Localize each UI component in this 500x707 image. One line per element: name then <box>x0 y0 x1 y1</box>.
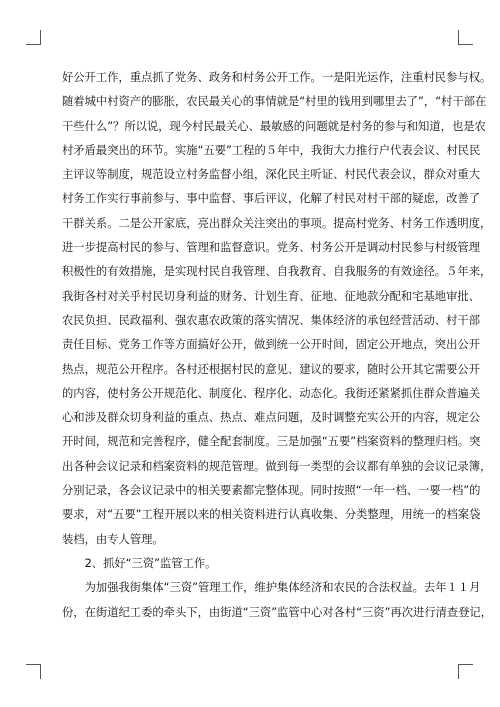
text-line: 的内容，使村务公开规范化、制度化、程序化、动态化。我街还紧紧抓住群众普遍关 <box>62 386 480 400</box>
crop-mark-bottom-right <box>458 664 473 679</box>
text-line: 份，在街道纪工委的牵头下，由街道“三资”监管中心对各村“三资”再次进行清查登记， <box>62 605 493 619</box>
text-line: 装档，由专人管理。 <box>62 532 164 546</box>
section-heading: 2、抓好“三资”监管工作。 <box>62 556 217 570</box>
text-line: 热点，规范公开程序。各村还根据村民的意见、建议的要求，随时公开其它需要公开 <box>62 362 480 376</box>
text-line: 积极性的有效措施，是实现村民自我管理、自我教育、自我服务的有效途径。５年来， <box>62 265 492 279</box>
text-line: 分别记录，各会议记录中的相关要素都完整体现。同时按照“一年一档、一要一档”的 <box>62 484 481 498</box>
text-line: 村务工作实行事前参与、事中监督、事后评议，化解了村民对村干部的疑虑，改善了 <box>62 192 480 206</box>
text-line: 好公开工作，重点抓了党务、政务和村务公开工作。一是阳光运作，注重村民参与权。 <box>62 71 492 84</box>
crop-mark-top-right <box>458 30 473 45</box>
text-line: 要求，对“五要”工程开展以来的相关资料进行认真收集、分类整理，用统一的档案袋 <box>62 508 481 522</box>
text-line: 主评议等制度，规范设立村务监督小组，深化民主听证、村民代表会议，群众对重大 <box>62 168 480 182</box>
text-line: 进一步提高村民的参与、管理和监督意识。党务、村务公开是调动村民参与村级管理 <box>62 241 480 255</box>
text-line: 干群关系。二是公开家底，亮出群众关注突出的事项。提高村党务、村务工作透明度， <box>62 216 492 230</box>
text-line: 干些什么”？所以说，现今村民最关心、最敏感的问题就是村务的参与和知道，也是农 <box>62 119 486 133</box>
text-line: 我街各村对关乎村民切身利益的财务、计划生育、征地、征地款分配和宅基地审批、 <box>62 289 480 303</box>
text-line: 出各种会议记录和档案资料的规范管理。做到每一类型的会议都有单独的会议记录簿， <box>62 459 492 473</box>
body-text <box>62 66 493 625</box>
text-line: 为加强我街集体“三资”管理工作，维护集体经济和农民的合法权益。去年１１月 <box>62 581 481 595</box>
text-line: 开时间，规范和完善程序，健全配套制度。三是加强“五要”档案资料的整理归档。突 <box>62 435 481 449</box>
text-line: 农民负担、民政福利、强农惠农政策的落实情况、集体经济的承包经营活动、村干部 <box>62 313 480 327</box>
text-line: 心和涉及群众切身利益的重点、热点、难点问题，及时调整充实公开的内容，规定公 <box>62 411 480 425</box>
crop-mark-top-left <box>26 30 41 45</box>
text-line: 随着城中村资产的膨胀，农民最关心的事情就是“村里的钱用到哪里去了”，“村干部在 <box>62 95 487 109</box>
text-line: 责任目标、党务工作等方面搞好公开，做到统一公开时间，固定公开地点，突出公开 <box>62 338 480 352</box>
text-line: 村矛盾最突出的环节。实施“五要”工程的５年中，我街大力推行户代表会议、村民民 <box>62 143 481 157</box>
crop-mark-bottom-left <box>26 664 41 679</box>
